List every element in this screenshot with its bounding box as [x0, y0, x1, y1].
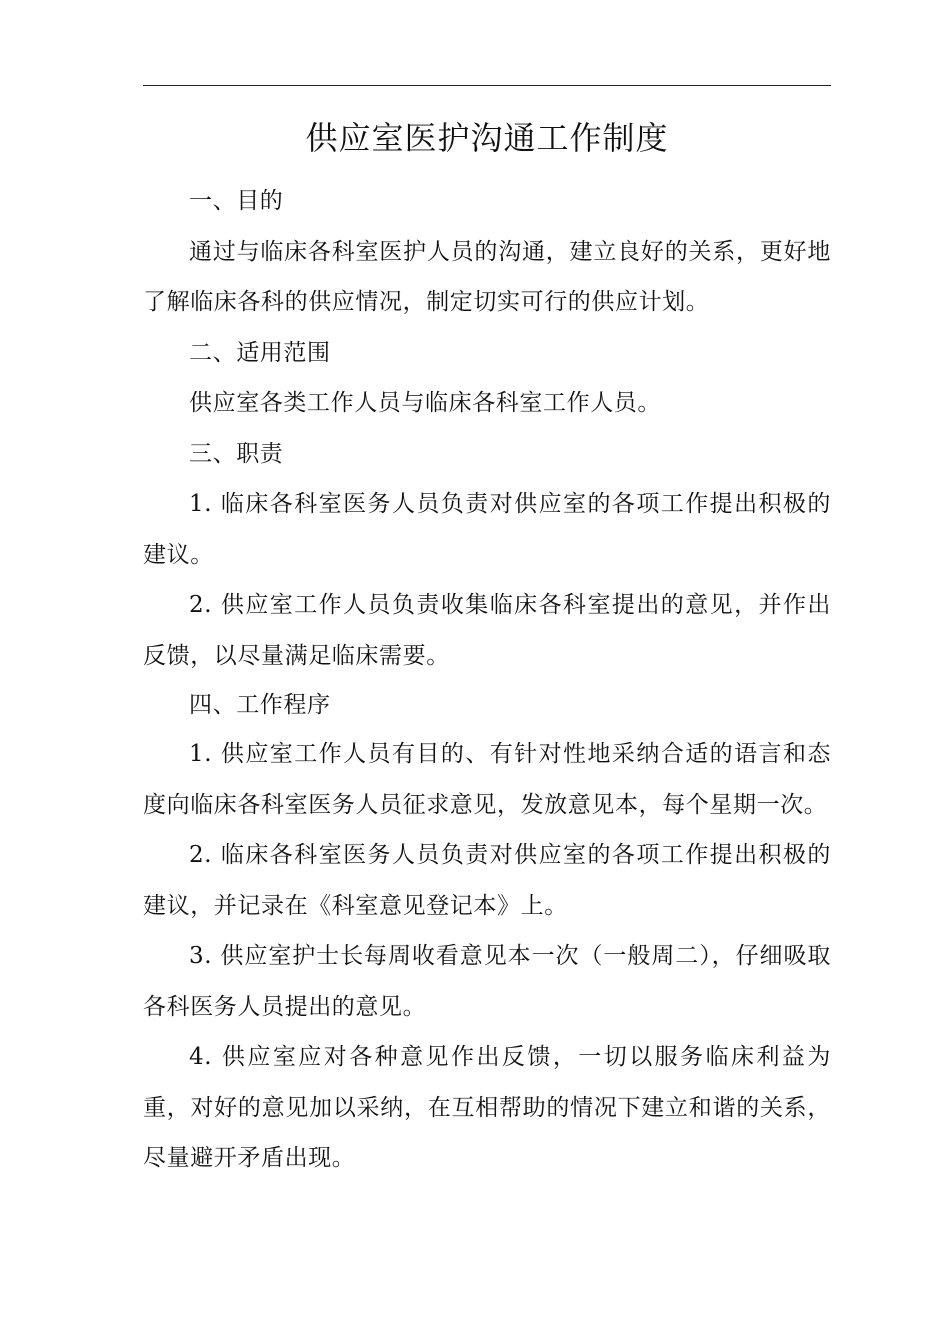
section-heading-duties: 三、职责 [189, 440, 284, 467]
paragraph: 2. 供应室工作人员负责收集临床各科室提出的意见，并作出反馈，以尽量满足临床需要。 [143, 592, 831, 669]
paragraph: 2. 临床各科室医务人员负责对供应室的各项工作提出积极的建议，并记录在《科室意见登记本》上。 [143, 842, 831, 919]
section-heading-purpose: 一、目的 [189, 188, 284, 214]
document-body [143, 176, 831, 1184]
document-title: 供应室医护沟通工作制度 [305, 119, 669, 157]
header-rule [143, 85, 831, 86]
paragraph: 供应室各类工作人员与临床各科室工作人员。 [189, 390, 661, 416]
paragraph: 4. 供应室应对各种意见作出反馈，一切以服务临床利益为重，对好的意见加以采纳，在互相帮助的情况下建立和谐的关系，尽量避开矛盾出现。 [143, 1044, 831, 1171]
section-heading-scope: 二、适用范围 [189, 339, 331, 366]
paragraph: 1. 供应室工作人员有目的、有针对性地采纳合适的语言和态度向临床各科室医务人员征求意见，发放意见本，每个星期一次。 [143, 741, 831, 818]
section-heading-procedure: 四、工作程序 [189, 692, 331, 718]
paragraph: 3. 供应室护士长每周收看意见本一次（一般周二），仔细吸取各科医务人员提出的意见。 [143, 943, 831, 1020]
paragraph: 1. 临床各科室医务人员负责对供应室的各项工作提出积极的建议。 [143, 491, 831, 568]
paragraph: 通过与临床各科室医护人员的沟通，建立良好的关系，更好地了解临床各科的供应情况，制定切实可行的供应计划。 [143, 238, 831, 315]
